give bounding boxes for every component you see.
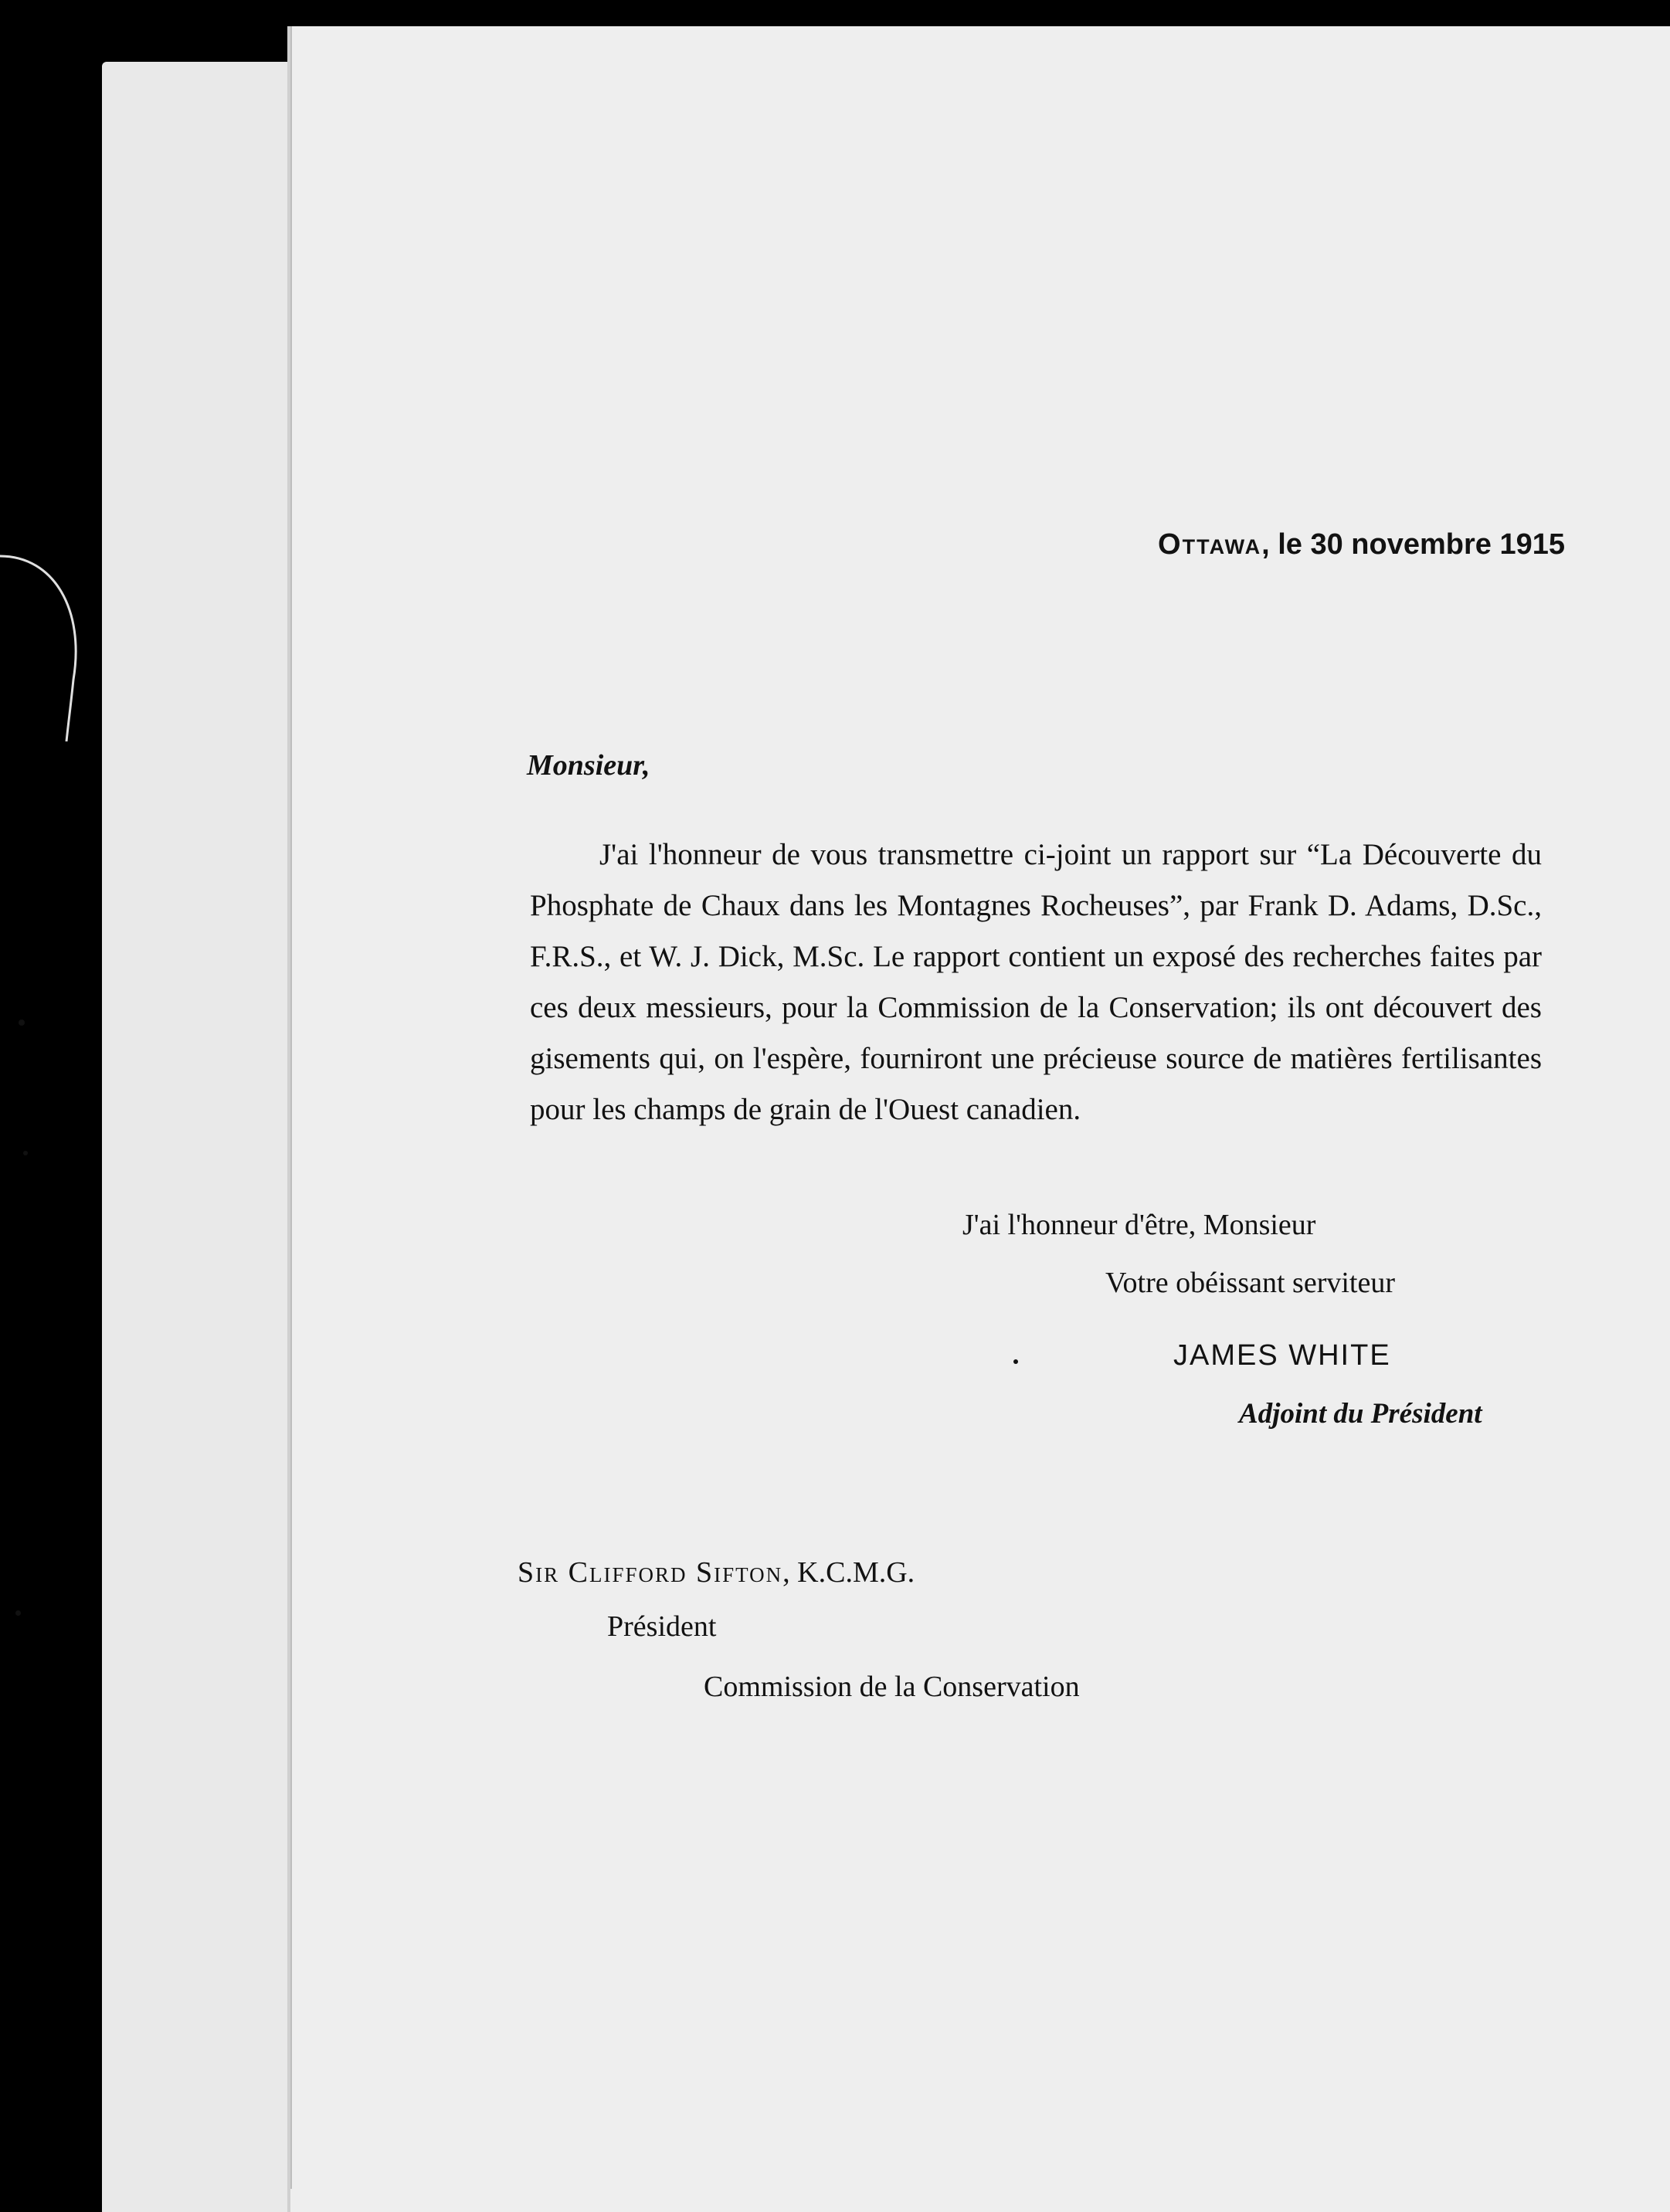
binding-curve-mark [0,541,93,741]
letter-page [287,26,1670,2212]
page-speck [1013,1359,1018,1364]
dateline [1158,528,1565,561]
recipient-honours: , K.C.M.G. [782,1556,915,1589]
dateline-date: , le 30 novembre 1915 [1261,528,1565,561]
recipient-name: Sir Clifford Sifton [518,1556,783,1589]
dateline-city: Ottawa [1158,528,1262,561]
recipient-role: Président [607,1610,717,1643]
page-fold-line [290,26,292,2189]
recipient-name-line [518,1556,915,1589]
margin-speck [19,1019,25,1026]
letter-body: J'ai l'honneur de vous transmettre ci-joint un rapport sur “La Découverte du Phosphate de Chaux dans les Montagnes Rocheuses”, par Frank D. Adams, D.Sc., F.R.S., et W. J. Dick, M.Sc. Le rapport contient un exposé des recherches faites par ces deux messieurs, pour la Commission de la Conservation; ils ont découvert des gisements qui, on l'espère, fourniront une précieuse source de matières fertilisantes pour les champs de grain de l'Ouest canadien. [530,838,1542,1126]
closing-line-1: J'ai l'honneur d'être, Monsieur [962,1209,1316,1241]
margin-speck [15,1610,21,1616]
closing-line-2: Votre obéissant serviteur [1105,1267,1395,1299]
margin-speck [23,1151,28,1155]
signer-title: Adjoint du Président [1239,1398,1482,1430]
salutation: Monsieur, [527,749,650,782]
recipient-organization: Commission de la Conservation [704,1671,1080,1703]
signer-name: JAMES WHITE [1173,1339,1391,1372]
